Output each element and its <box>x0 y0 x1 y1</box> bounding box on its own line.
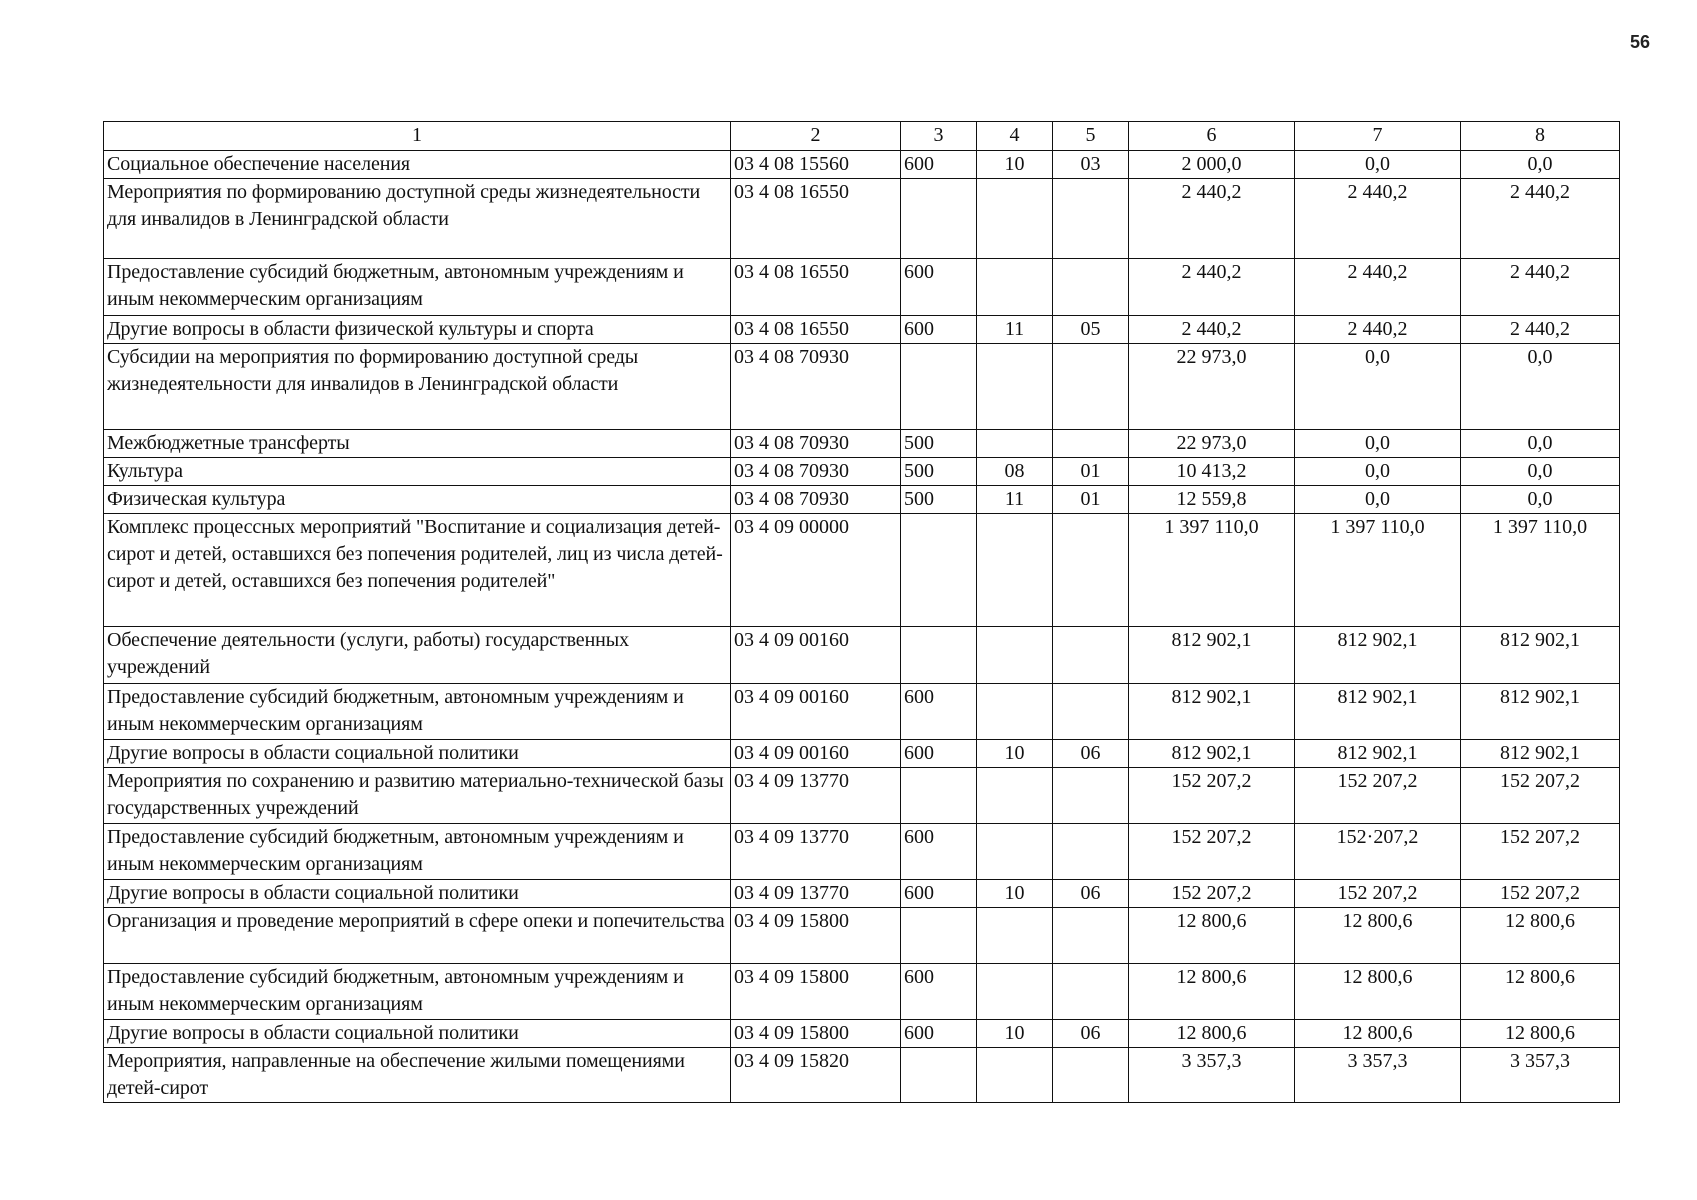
column-header: 5 <box>1053 122 1129 151</box>
row-col4-cell: 11 <box>977 486 1053 514</box>
row-value-col8: 812 902,1 <box>1461 740 1620 768</box>
row-name-cell: Предоставление субсидий бюджетным, автономным учреждениям и иным некоммерческим организациям <box>104 684 731 740</box>
row-name-cell: Комплекс процессных мероприятий "Воспитание и социализация детей-сирот и детей, оставшихся без попечения родителей, лиц из числа детей-сирот и детей, оставшихся без попечения родителей" <box>104 514 731 627</box>
row-code-cell: 03 4 08 70930 <box>731 458 901 486</box>
table-row <box>104 684 1620 740</box>
column-header: 2 <box>731 122 901 151</box>
row-col3-cell: 600 <box>901 740 977 768</box>
row-value-col6: 812 902,1 <box>1129 627 1295 684</box>
table-header-row <box>104 122 1620 151</box>
row-value-col8: 12 800,6 <box>1461 964 1620 1020</box>
table-row <box>104 430 1620 458</box>
row-name-cell: Другие вопросы в области социальной политики <box>104 740 731 768</box>
row-value-col8: 0,0 <box>1461 430 1620 458</box>
row-value-col6: 812 902,1 <box>1129 740 1295 768</box>
row-col3-cell <box>901 344 977 430</box>
row-code-cell: 03 4 08 15560 <box>731 151 901 179</box>
row-code-cell: 03 4 09 15820 <box>731 1048 901 1103</box>
row-col4-cell: 10 <box>977 880 1053 908</box>
row-value-col7: 12 800,6 <box>1295 964 1461 1020</box>
row-col5-cell <box>1053 259 1129 316</box>
row-value-col6: 3 357,3 <box>1129 1048 1295 1103</box>
row-col5-cell: 06 <box>1053 1020 1129 1048</box>
row-value-col7: 812 902,1 <box>1295 740 1461 768</box>
row-value-col7: 0,0 <box>1295 151 1461 179</box>
row-col5-cell: 06 <box>1053 880 1129 908</box>
row-col4-cell <box>977 824 1053 880</box>
row-col3-cell: 600 <box>901 259 977 316</box>
row-value-col8: 12 800,6 <box>1461 908 1620 964</box>
row-value-col8: 2 440,2 <box>1461 316 1620 344</box>
row-col5-cell <box>1053 430 1129 458</box>
row-col3-cell: 600 <box>901 824 977 880</box>
row-code-cell: 03 4 09 00160 <box>731 684 901 740</box>
row-name-cell: Другие вопросы в области социальной политики <box>104 880 731 908</box>
row-value-col6: 12 559,8 <box>1129 486 1295 514</box>
row-name-cell: Культура <box>104 458 731 486</box>
row-value-col7: 12 800,6 <box>1295 908 1461 964</box>
row-name-cell: Физическая культура <box>104 486 731 514</box>
row-col4-cell <box>977 430 1053 458</box>
row-value-col6: 2 440,2 <box>1129 316 1295 344</box>
row-value-col7: 152·207,2 <box>1295 824 1461 880</box>
row-col4-cell: 10 <box>977 1020 1053 1048</box>
row-code-cell: 03 4 09 15800 <box>731 1020 901 1048</box>
row-col4-cell: 08 <box>977 458 1053 486</box>
row-value-col7: 2 440,2 <box>1295 259 1461 316</box>
table-row <box>104 316 1620 344</box>
row-col5-cell <box>1053 179 1129 259</box>
row-value-col8: 12 800,6 <box>1461 1020 1620 1048</box>
table-row <box>104 908 1620 964</box>
row-col4-cell <box>977 514 1053 627</box>
table-row <box>104 1020 1620 1048</box>
row-col5-cell: 06 <box>1053 740 1129 768</box>
row-value-col8: 0,0 <box>1461 344 1620 430</box>
row-value-col6: 152 207,2 <box>1129 880 1295 908</box>
row-value-col8: 1 397 110,0 <box>1461 514 1620 627</box>
row-col3-cell: 600 <box>901 880 977 908</box>
row-value-col6: 152 207,2 <box>1129 824 1295 880</box>
row-value-col7: 0,0 <box>1295 430 1461 458</box>
row-value-col7: 0,0 <box>1295 486 1461 514</box>
budget-table <box>103 121 1620 1103</box>
row-name-cell: Предоставление субсидий бюджетным, автономным учреждениям и иным некоммерческим организациям <box>104 964 731 1020</box>
row-code-cell: 03 4 08 70930 <box>731 344 901 430</box>
table-row <box>104 824 1620 880</box>
row-value-col6: 22 973,0 <box>1129 344 1295 430</box>
table-row <box>104 880 1620 908</box>
row-name-cell: Предоставление субсидий бюджетным, автономным учреждениям и иным некоммерческим организациям <box>104 259 731 316</box>
row-value-col6: 2 440,2 <box>1129 259 1295 316</box>
table-row <box>104 179 1620 259</box>
row-value-col7: 812 902,1 <box>1295 684 1461 740</box>
row-code-cell: 03 4 09 13770 <box>731 880 901 908</box>
row-value-col8: 152 207,2 <box>1461 824 1620 880</box>
row-col4-cell <box>977 684 1053 740</box>
row-code-cell: 03 4 09 15800 <box>731 964 901 1020</box>
row-code-cell: 03 4 09 00160 <box>731 740 901 768</box>
row-name-cell: Мероприятия по сохранению и развитию материально-технической базы государственных учреждений <box>104 768 731 824</box>
row-col3-cell: 500 <box>901 430 977 458</box>
table-row <box>104 768 1620 824</box>
row-col4-cell <box>977 179 1053 259</box>
row-value-col7: 12 800,6 <box>1295 1020 1461 1048</box>
row-col5-cell <box>1053 908 1129 964</box>
table-row <box>104 964 1620 1020</box>
row-col5-cell <box>1053 768 1129 824</box>
row-value-col8: 812 902,1 <box>1461 627 1620 684</box>
row-value-col8: 0,0 <box>1461 458 1620 486</box>
row-value-col6: 1 397 110,0 <box>1129 514 1295 627</box>
table-row <box>104 627 1620 684</box>
row-code-cell: 03 4 09 00000 <box>731 514 901 627</box>
column-header: 7 <box>1295 122 1461 151</box>
row-value-col8: 2 440,2 <box>1461 259 1620 316</box>
row-code-cell: 03 4 09 00160 <box>731 627 901 684</box>
row-col5-cell: 03 <box>1053 151 1129 179</box>
row-name-cell: Предоставление субсидий бюджетным, автономным учреждениям и иным некоммерческим организациям <box>104 824 731 880</box>
row-name-cell: Субсидии на мероприятия по формированию доступной среды жизнедеятельности для инвалидов в Ленинградской области <box>104 344 731 430</box>
row-value-col7: 812 902,1 <box>1295 627 1461 684</box>
row-col3-cell: 600 <box>901 316 977 344</box>
row-col3-cell <box>901 768 977 824</box>
row-code-cell: 03 4 08 16550 <box>731 316 901 344</box>
row-value-col8: 152 207,2 <box>1461 880 1620 908</box>
row-col3-cell <box>901 514 977 627</box>
row-name-cell: Социальное обеспечение населения <box>104 151 731 179</box>
row-col4-cell <box>977 344 1053 430</box>
table-row <box>104 151 1620 179</box>
row-col5-cell: 01 <box>1053 458 1129 486</box>
row-col4-cell <box>977 627 1053 684</box>
row-value-col6: 12 800,6 <box>1129 964 1295 1020</box>
row-value-col8: 812 902,1 <box>1461 684 1620 740</box>
table-row <box>104 458 1620 486</box>
table-row <box>104 740 1620 768</box>
row-col3-cell <box>901 627 977 684</box>
row-name-cell: Мероприятия по формированию доступной среды жизнедеятельности для инвалидов в Ленинградской области <box>104 179 731 259</box>
row-value-col8: 0,0 <box>1461 486 1620 514</box>
row-col3-cell: 600 <box>901 151 977 179</box>
row-col4-cell: 10 <box>977 151 1053 179</box>
row-value-col7: 152 207,2 <box>1295 768 1461 824</box>
table-row <box>104 486 1620 514</box>
row-value-col7: 1 397 110,0 <box>1295 514 1461 627</box>
row-name-cell: Другие вопросы в области физической культуры и спорта <box>104 316 731 344</box>
row-code-cell: 03 4 09 13770 <box>731 824 901 880</box>
row-col4-cell <box>977 768 1053 824</box>
row-value-col7: 2 440,2 <box>1295 316 1461 344</box>
row-value-col8: 0,0 <box>1461 151 1620 179</box>
row-col5-cell: 05 <box>1053 316 1129 344</box>
row-code-cell: 03 4 08 16550 <box>731 259 901 316</box>
row-col4-cell <box>977 908 1053 964</box>
row-name-cell: Организация и проведение мероприятий в сфере опеки и попечительства <box>104 908 731 964</box>
row-code-cell: 03 4 08 16550 <box>731 179 901 259</box>
row-name-cell: Другие вопросы в области социальной политики <box>104 1020 731 1048</box>
row-col5-cell <box>1053 627 1129 684</box>
row-value-col8: 152 207,2 <box>1461 768 1620 824</box>
column-header: 8 <box>1461 122 1620 151</box>
row-col3-cell <box>901 1048 977 1103</box>
row-value-col7: 0,0 <box>1295 344 1461 430</box>
row-col5-cell <box>1053 964 1129 1020</box>
row-code-cell: 03 4 09 13770 <box>731 768 901 824</box>
row-value-col6: 2 440,2 <box>1129 179 1295 259</box>
row-value-col7: 2 440,2 <box>1295 179 1461 259</box>
row-col5-cell <box>1053 344 1129 430</box>
row-col5-cell <box>1053 824 1129 880</box>
row-col4-cell: 10 <box>977 740 1053 768</box>
table-row <box>104 259 1620 316</box>
row-col3-cell: 500 <box>901 486 977 514</box>
column-header: 4 <box>977 122 1053 151</box>
row-col5-cell <box>1053 1048 1129 1103</box>
row-value-col6: 12 800,6 <box>1129 908 1295 964</box>
row-col4-cell <box>977 259 1053 316</box>
row-col3-cell: 600 <box>901 684 977 740</box>
row-value-col8: 2 440,2 <box>1461 179 1620 259</box>
row-col5-cell <box>1053 684 1129 740</box>
row-col4-cell: 11 <box>977 316 1053 344</box>
table-row <box>104 1048 1620 1103</box>
row-value-col7: 152 207,2 <box>1295 880 1461 908</box>
row-col4-cell <box>977 964 1053 1020</box>
row-value-col7: 3 357,3 <box>1295 1048 1461 1103</box>
row-name-cell: Мероприятия, направленные на обеспечение жилыми помещениями детей-сирот <box>104 1048 731 1103</box>
row-value-col7: 0,0 <box>1295 458 1461 486</box>
row-value-col6: 812 902,1 <box>1129 684 1295 740</box>
row-value-col6: 10 413,2 <box>1129 458 1295 486</box>
row-code-cell: 03 4 08 70930 <box>731 430 901 458</box>
column-header: 3 <box>901 122 977 151</box>
column-header: 6 <box>1129 122 1295 151</box>
row-col3-cell <box>901 179 977 259</box>
row-value-col6: 2 000,0 <box>1129 151 1295 179</box>
table-row <box>104 514 1620 627</box>
row-col5-cell: 01 <box>1053 486 1129 514</box>
row-col5-cell <box>1053 514 1129 627</box>
row-col3-cell <box>901 908 977 964</box>
row-col3-cell: 600 <box>901 1020 977 1048</box>
row-value-col8: 3 357,3 <box>1461 1048 1620 1103</box>
row-value-col6: 12 800,6 <box>1129 1020 1295 1048</box>
row-col3-cell: 600 <box>901 964 977 1020</box>
page-number: 56 <box>1629 32 1650 52</box>
row-name-cell: Обеспечение деятельности (услуги, работы) государственных учреждений <box>104 627 731 684</box>
column-header: 1 <box>104 122 731 151</box>
table-row <box>104 344 1620 430</box>
row-name-cell: Межбюджетные трансферты <box>104 430 731 458</box>
row-code-cell: 03 4 08 70930 <box>731 486 901 514</box>
row-value-col6: 152 207,2 <box>1129 768 1295 824</box>
row-code-cell: 03 4 09 15800 <box>731 908 901 964</box>
row-col3-cell: 500 <box>901 458 977 486</box>
row-col4-cell <box>977 1048 1053 1103</box>
row-value-col6: 22 973,0 <box>1129 430 1295 458</box>
